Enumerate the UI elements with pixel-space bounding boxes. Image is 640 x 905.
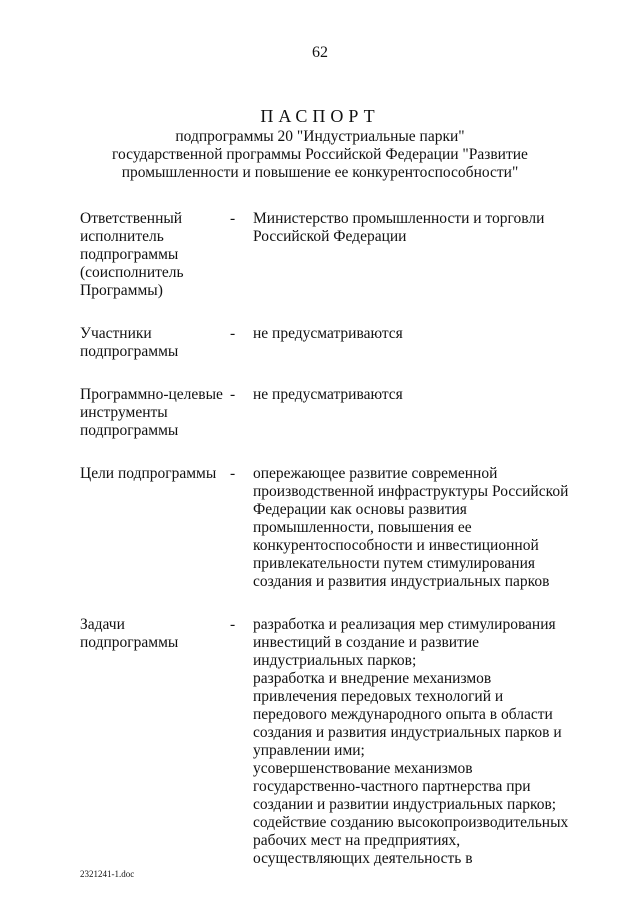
file-name-footer: 2321241-1.doc: [80, 869, 135, 879]
document-subtitle: [0, 128, 640, 182]
label-line: Участники: [80, 325, 152, 342]
value-line: индустриальных парков;: [253, 652, 417, 669]
value-line: усовершенствование механизмов: [253, 760, 473, 777]
row-label: [80, 386, 230, 440]
label-line: подпрограммы: [80, 422, 179, 439]
row-value: [253, 325, 570, 343]
row-dash: -: [230, 465, 236, 482]
value-line: государственно-частного партнерства при: [253, 778, 531, 795]
row-dash: -: [230, 210, 236, 227]
value-line: инвестиций в создание и развитие: [253, 634, 480, 651]
value-line: Министерство промышленности и торговли: [253, 210, 545, 227]
value-line: конкурентоспособности и инвестиционной: [253, 537, 539, 554]
value-line: создания и развития индустриальных парков: [253, 573, 550, 590]
passport-row-participants: [80, 325, 570, 361]
label-line: Программы): [80, 282, 163, 299]
passport-row-goals: [80, 465, 570, 591]
value-line: промышленности, повышения ее: [253, 519, 472, 536]
label-line: исполнитель: [80, 228, 164, 245]
value-line: содействие созданию высокопроизводительных: [253, 814, 569, 831]
label-line: подпрограммы: [80, 343, 179, 360]
row-label: [80, 325, 230, 361]
label-line: Цели подпрограммы: [80, 465, 217, 482]
value-line: привлекательности путем стимулирования: [253, 555, 536, 572]
value-line: разработка и внедрение механизмов: [253, 670, 492, 687]
value-line: управлении ими;: [253, 742, 365, 759]
row-dash: -: [230, 616, 236, 633]
passport-row-tasks: [80, 616, 570, 868]
subtitle-line: подпрограммы 20 "Индустриальные парки": [175, 128, 465, 145]
passport-table: [80, 210, 570, 868]
row-label: [80, 616, 230, 652]
value-line: производственной инфраструктуры Российской: [253, 483, 569, 500]
value-line: передового международного опыта в области: [253, 706, 553, 723]
passport-row-responsible-executor: [80, 210, 570, 300]
label-line: Задачи: [80, 616, 125, 633]
label-line: инструменты: [80, 404, 168, 421]
subtitle-line: государственной программы Российской Федерации "Развитие: [112, 146, 528, 163]
row-label: [80, 465, 230, 483]
label-line: (соисполнитель: [80, 264, 184, 281]
label-line: Ответственный: [80, 210, 183, 227]
value-line: Российской Федерации: [253, 228, 407, 245]
row-value: [253, 386, 570, 404]
row-value: [253, 210, 570, 246]
value-line: привлечения передовых технологий и: [253, 688, 504, 705]
row-value: [253, 616, 570, 868]
value-line: не предусматриваются: [253, 325, 403, 342]
passport-row-program-tools: [80, 386, 570, 440]
row-value: [253, 465, 570, 591]
label-line: подпрограммы: [80, 634, 179, 651]
value-line: не предусматриваются: [253, 386, 403, 403]
row-dash: -: [230, 386, 236, 403]
page-number: 62: [312, 44, 328, 61]
value-line: создания и развития индустриальных парков и: [253, 724, 562, 741]
value-line: осуществляющих деятельность в: [253, 850, 473, 867]
value-line: опережающее развитие современной: [253, 465, 498, 482]
subtitle-line: промышленности и повышение ее конкурентоспособности": [121, 164, 519, 181]
label-line: подпрограммы: [80, 246, 179, 263]
value-line: разработка и реализация мер стимулирования: [253, 616, 556, 633]
value-line: рабочих мест на предприятиях,: [253, 832, 461, 849]
document-title: ПАСПОРТ: [260, 106, 380, 126]
value-line: Федерации как основы развития: [253, 501, 467, 518]
row-label: [80, 210, 230, 300]
row-dash: -: [230, 325, 236, 342]
value-line: создании и развитии индустриальных парков;: [253, 796, 557, 813]
label-line: Программно-целевые: [80, 386, 223, 403]
